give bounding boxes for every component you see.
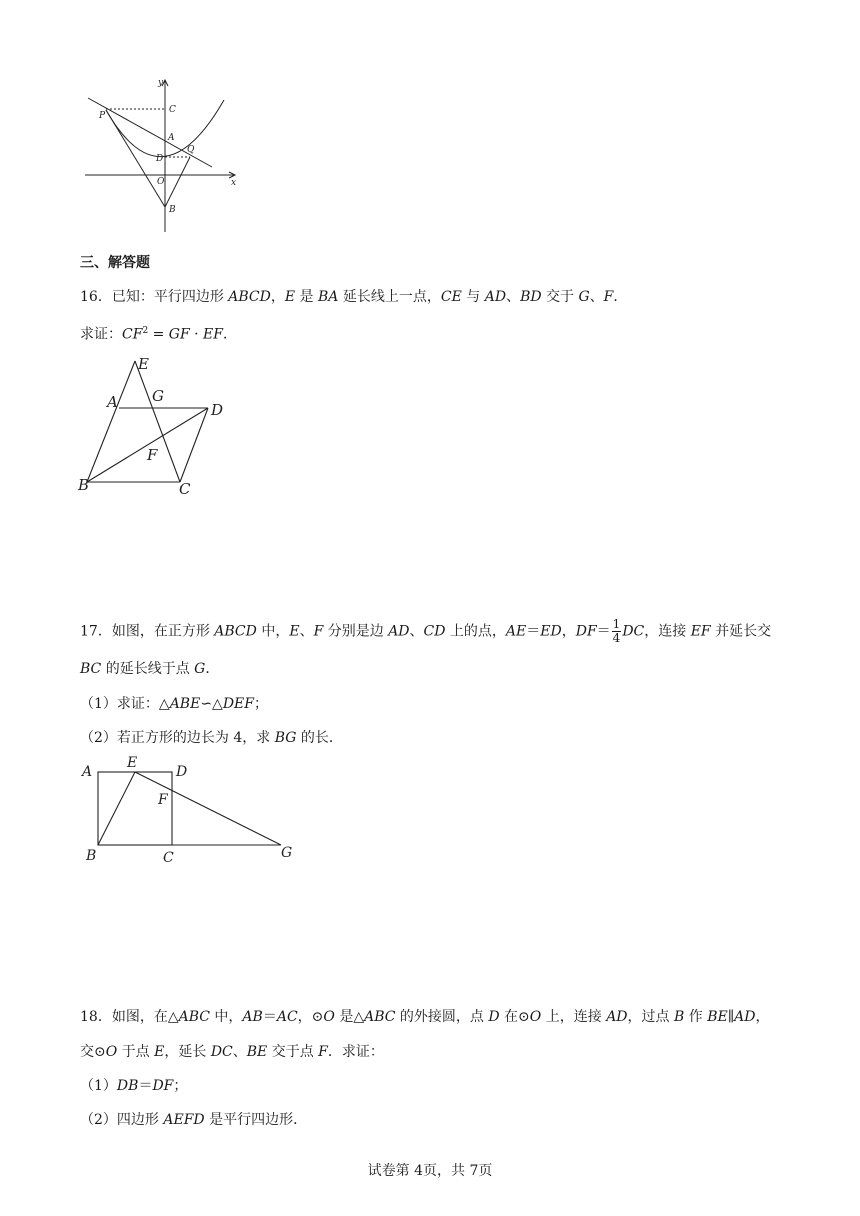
q17-statement-line1 [80,618,771,645]
q17-sub1-prefix: （1）求证：△ [80,696,170,712]
q17-text: 、 [409,623,424,640]
diagonal-bd [87,408,208,482]
label-c: C [179,480,191,498]
label-f: F [158,792,168,808]
segment-be [98,772,135,845]
label-a: A [82,764,93,780]
q18-text: ，延长 [164,1044,211,1060]
q16-var: BA [318,289,339,305]
q18-sub1-prefix: （1） [80,1078,117,1094]
q18-var: B [673,1009,685,1025]
q18-sub1-end: ； [173,1078,188,1094]
q17-text: 分别是边 [323,623,389,640]
q17-text: 并延长交 [710,623,772,640]
q16-text: 是 [295,289,319,305]
q16-text: 与 [461,289,485,305]
q17-figure [78,752,298,866]
label-e: E [138,355,149,373]
q18-var: AC [276,1009,298,1025]
q18-var: DC [210,1044,233,1060]
q18-sub1-var: DF [152,1078,174,1094]
q18-var: ABC [364,1009,396,1025]
q18-sub2-var: AEFD [163,1112,205,1128]
q17-var: AD [388,623,410,640]
q17-var: E [289,623,300,640]
q18-var: BE [246,1044,268,1060]
q18-text: ．求证： [327,1044,384,1060]
q16-var: F [603,289,614,305]
q16-figure [76,352,236,500]
q18-var: O [323,1009,335,1025]
q16-text: 、 [589,289,604,305]
q18-var: F [318,1044,328,1060]
q17-var: CD [423,623,446,640]
q18-text: 是△ [334,1009,365,1025]
q16-text: ． [613,289,628,305]
q18-text: 18．如图，在△ [80,1009,179,1025]
label-a: A [107,393,118,411]
q17-var: EF [690,623,711,640]
label-f: F [147,446,158,464]
q18-text: ∥ [727,1009,735,1025]
label-e: E [127,755,138,771]
q17-var: DC [622,623,645,640]
q17-var: G [194,661,206,677]
side-dc [180,408,208,482]
q17-var: BC [80,661,102,677]
q16-text: 、 [506,289,521,305]
q16-text: ， [270,289,285,305]
q17-text: 中， [256,623,290,640]
q17-text: ． [205,661,220,677]
label-x: x [231,178,237,188]
q18-text: 作 [684,1009,708,1025]
q18-text: ，过点 [627,1009,674,1025]
q18-var: E [154,1044,165,1060]
q18-statement-line1 [80,1007,770,1027]
q18-text: ， [755,1009,770,1025]
q18-sub2-prefix: （2）四边形 [80,1112,164,1128]
q18-text: 上，连接 [541,1009,607,1025]
q18-text: 、 [232,1044,247,1060]
q18-var: AD [606,1009,628,1025]
q17-var: ED [540,623,562,640]
label-b: B [169,205,176,215]
q17-sub2 [80,728,343,748]
q18-sub2-end: 是平行四边形． [204,1112,308,1128]
q17-sub1-var: DEF [222,696,254,712]
q18-text: ，⊙ [297,1009,324,1025]
q18-text: 在⊙ [499,1009,530,1025]
q17-text: ，连接 [644,623,691,640]
q16-var: AD [484,289,507,305]
q17-sub2-var: BG [274,730,297,746]
q17-sub1-sim: ∽△ [200,696,223,712]
q16-text: 16．已知：平行四边形 [80,289,229,305]
label-d: D [176,764,188,780]
q18-var: AD [734,1009,756,1025]
label-c: C [169,105,176,115]
line-eg [135,772,281,845]
q18-statement-line2 [80,1042,384,1062]
segment-bq [165,157,190,207]
q16-proof-rhs: = GF · EF [148,326,223,343]
label-d: D [211,401,224,419]
q17-text: 、 [299,623,314,640]
q18-text: 中， [209,1009,243,1025]
q18-text: 交⊙ [80,1044,106,1060]
q18-sub1-eq: ＝ [138,1078,153,1094]
section-heading: 三、解答题 [80,255,150,271]
q16-var: E [284,289,296,305]
label-b: B [86,848,97,864]
q16-var: G [578,289,590,305]
q17-statement-line2 [80,659,219,679]
q18-var: ABC [178,1009,210,1025]
q17-text: 上的点， [445,623,506,640]
q16-proof-end: ． [222,326,237,343]
q16-proof-lhs: CF [122,326,143,343]
q17-var: AE [505,623,527,640]
q17-fraction-denominator: 4 [612,631,621,645]
q16-proof-prefix: 求证： [80,326,122,343]
q18-text: 的外接圆，点 [395,1009,489,1025]
q16-var: CE [440,289,462,305]
q17-fraction-numerator: 1 [612,617,621,631]
q17-text: 17．如图，在正方形 [80,623,215,640]
q17-sub1-end: ； [253,696,268,712]
label-p: P [99,111,106,121]
parabola-figure [80,72,250,237]
q18-var: O [529,1009,542,1025]
label-g: G [281,845,293,861]
q18-sub1-var: DB [116,1078,139,1094]
q18-text: 交于点 [267,1044,319,1060]
q16-text: 延长线上一点， [338,289,441,305]
label-q: Q [187,145,195,155]
q17-text: ＝ [526,623,541,640]
line-ec [135,361,180,482]
q16-proof-exponent: 2 [142,326,149,336]
label-a: A [168,133,175,143]
q16-var: ABCD [228,289,271,305]
label-o: O [157,177,165,187]
q18-var: O [105,1044,118,1060]
label-b: B [78,476,90,494]
line-pq [88,98,212,167]
q16-text: 交于 [541,289,579,305]
q17-fraction [612,618,622,645]
side-ab [87,361,135,482]
label-g: G [152,387,164,405]
q18-text: 于点 [117,1044,155,1060]
label-c: C [163,850,174,866]
q17-text: ＝ [596,623,611,640]
label-d: D [156,154,164,164]
q17-text: 的延长线于点 [101,661,195,677]
q16-statement [80,287,627,307]
page-footer: 试卷第 4页，共 7页 [367,1163,493,1179]
q17-sub1 [80,694,268,714]
q16-var: BD [520,289,542,305]
q18-var: BE [707,1009,728,1025]
q18-var: D [488,1009,500,1025]
q18-sub1 [80,1076,187,1096]
q17-var: F [313,623,324,640]
q17-text: ， [561,623,576,640]
q17-sub2-prefix: （2）若正方形的边长为 4，求 [80,730,275,746]
square-abcd [98,772,172,845]
q18-sub2 [80,1110,307,1130]
q17-sub2-end: 的长． [296,730,343,746]
label-y: y [158,78,164,88]
q17-sub1-var: ABE [169,696,201,712]
q16-proof [80,321,237,345]
q17-var: DF [575,623,597,640]
q18-var: AB [242,1009,263,1025]
q17-var: ABCD [214,623,257,640]
q18-text: ＝ [262,1009,277,1025]
